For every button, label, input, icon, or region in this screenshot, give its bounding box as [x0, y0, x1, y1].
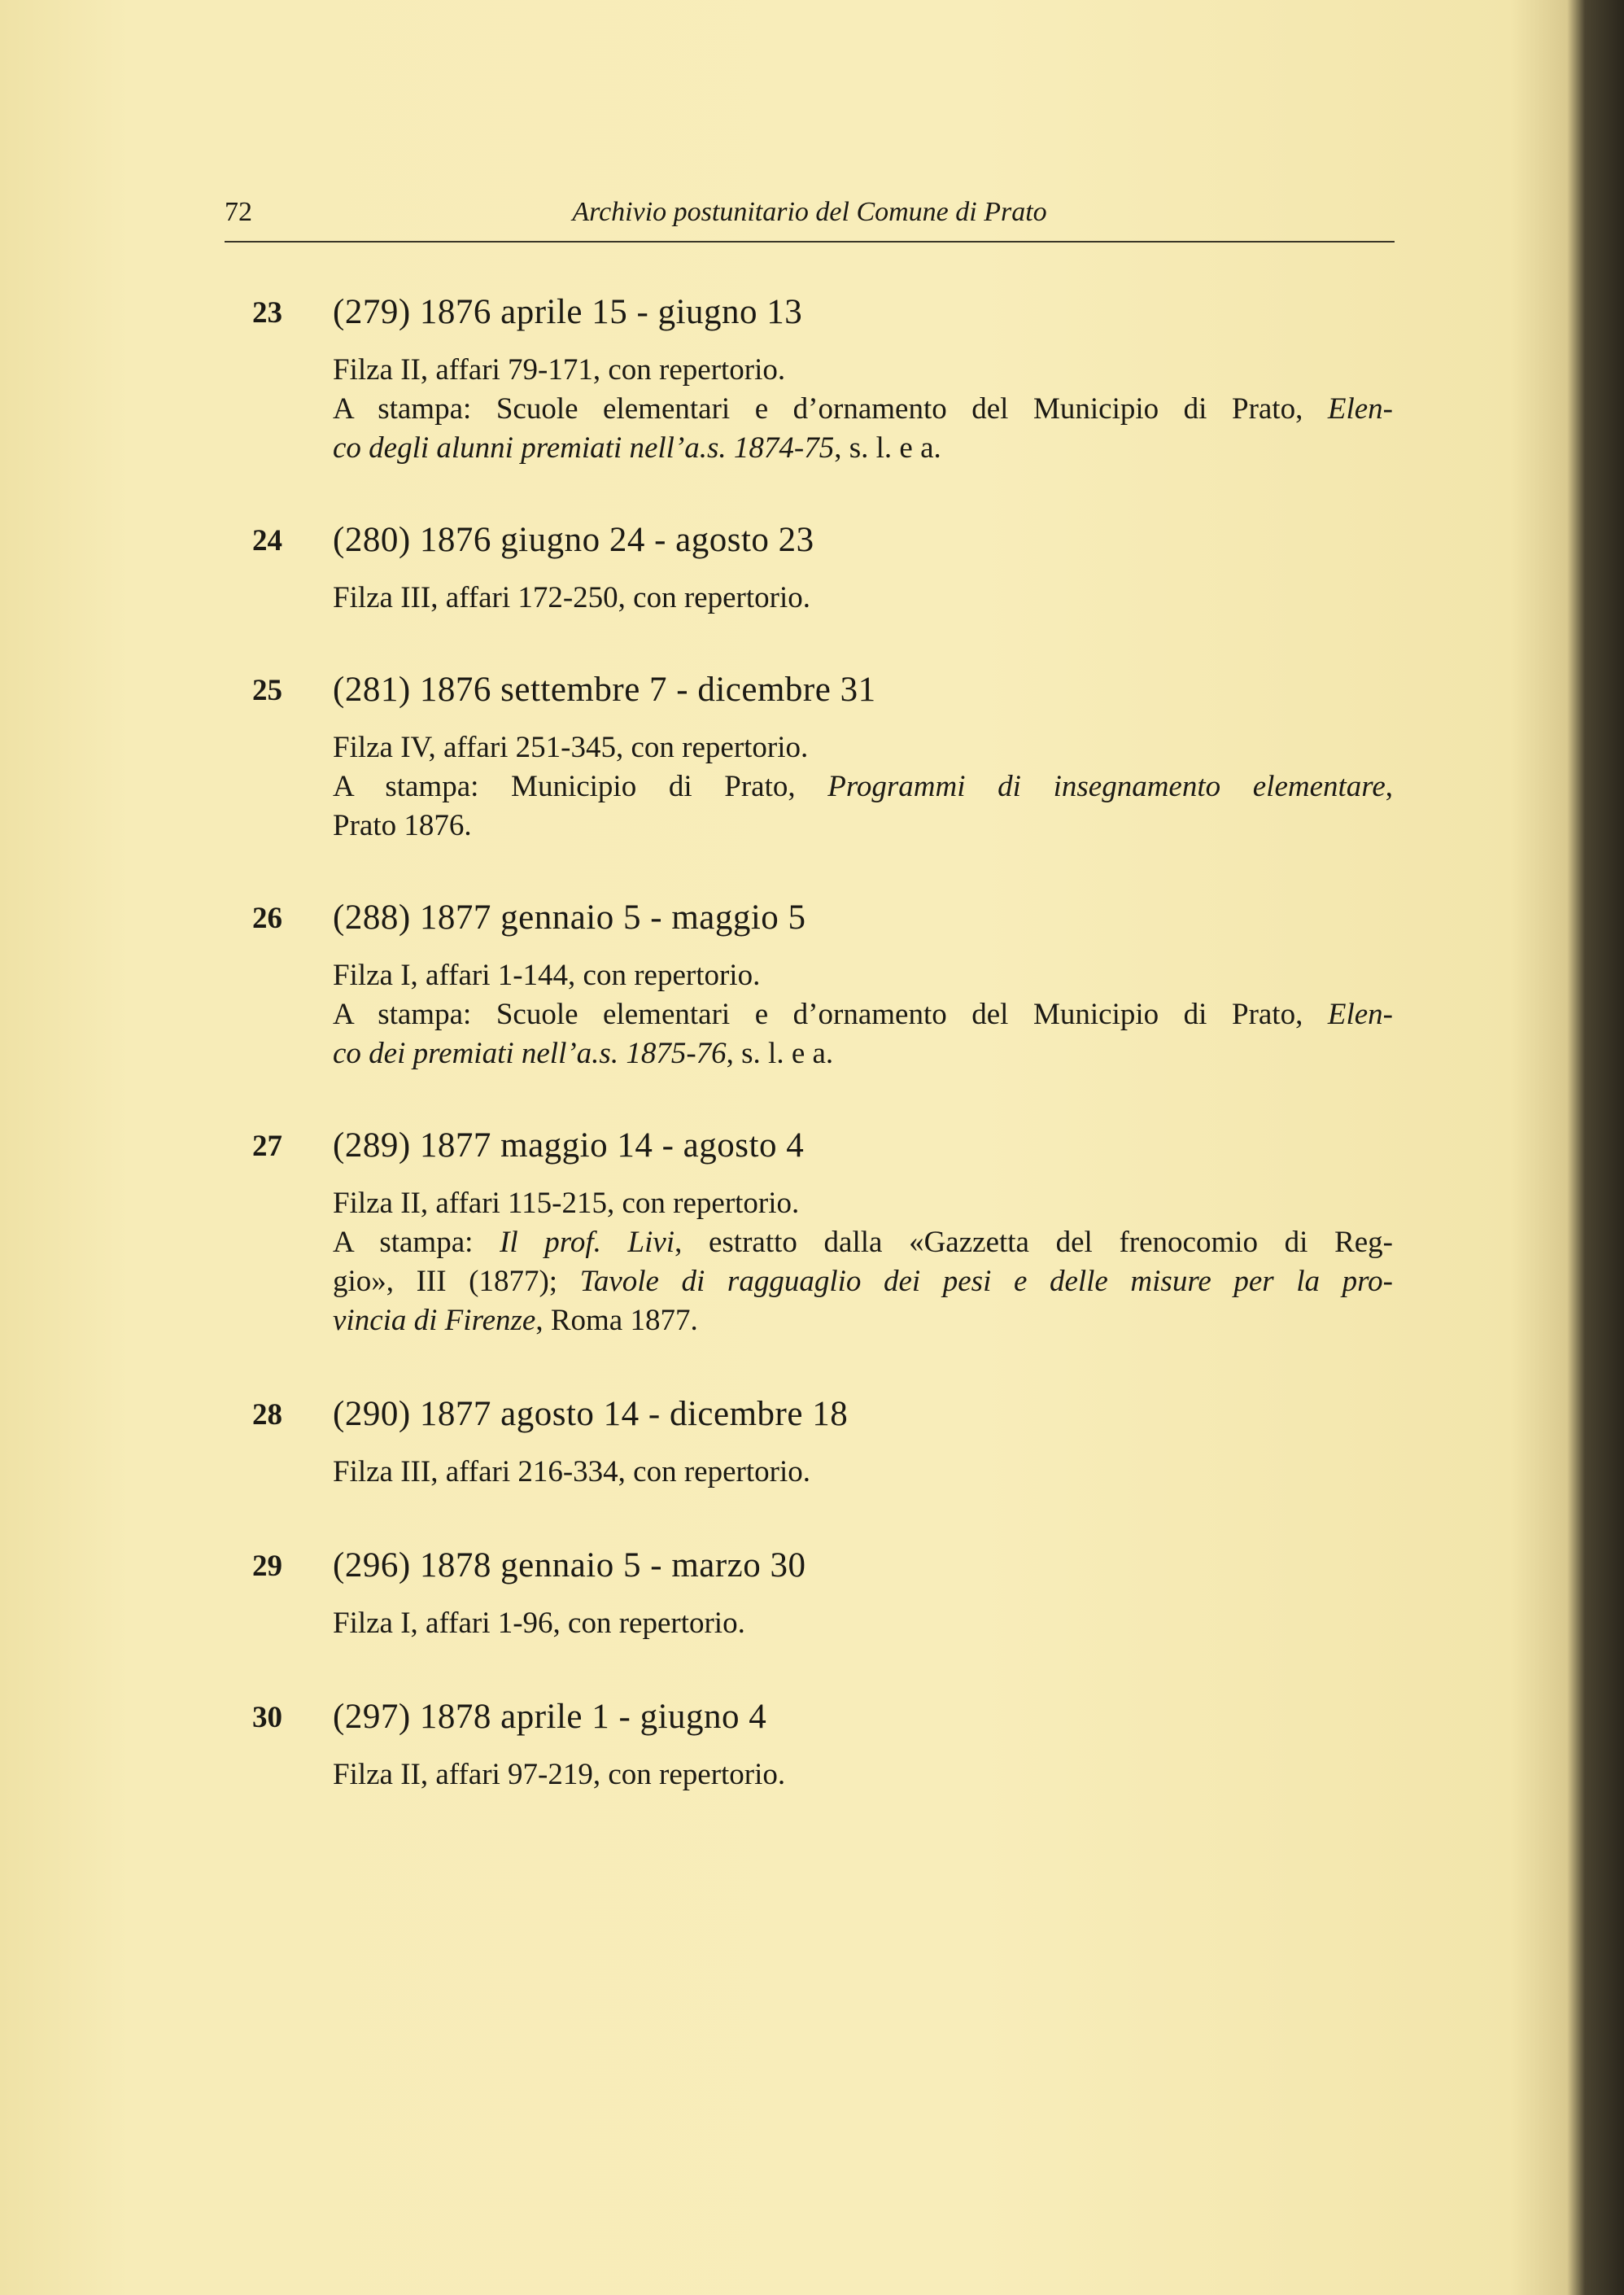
archive-entry [225, 1122, 1396, 1340]
description-line: Filza III, affari 216-334, con repertorio. [333, 1455, 810, 1488]
entry-number: 29 [252, 1550, 282, 1583]
entry-description [333, 728, 1393, 846]
archive-entry [225, 517, 1396, 618]
description-line: A stampa: Scuole elementari e d’ornamento del Municipio di Prato, Elen- [333, 392, 1393, 426]
description-line: A stampa: Municipio di Prato, Programmi di insegnamento elementare, [333, 770, 1394, 803]
entry-number: 25 [252, 674, 282, 707]
entry-number: 30 [252, 1701, 282, 1734]
description-line: Filza II, affari 115-215, con repertorio. [333, 1187, 800, 1220]
page-number: 72 [225, 197, 252, 227]
description-line: Filza III, affari 172-250, con repertorio. [333, 581, 810, 614]
entry-description [333, 1453, 1393, 1492]
entry-description [333, 351, 1393, 468]
description-line: Filza I, affari 1-96, con repertorio. [333, 1606, 745, 1640]
entry-number: 27 [252, 1130, 282, 1163]
entry-heading: (290) 1877 agosto 14 - dicembre 18 [333, 1395, 849, 1433]
archive-entry [225, 894, 1396, 1073]
entry-number: 23 [252, 296, 282, 330]
entry-heading: (296) 1878 gennaio 5 - marzo 30 [333, 1546, 806, 1585]
description-line: Filza I, affari 1-144, con repertorio. [333, 959, 761, 992]
entry-description [333, 1604, 1393, 1643]
description-line: A stampa: Scuole elementari e d’ornamento del Municipio di Prato, Elen- [333, 998, 1393, 1031]
archive-entry [225, 289, 1396, 468]
entry-description [333, 1184, 1393, 1340]
archive-entry [225, 1694, 1396, 1794]
entry-number: 28 [252, 1398, 282, 1432]
description-line: Filza IV, affari 251-345, con repertorio. [333, 731, 809, 764]
entry-heading: (288) 1877 gennaio 5 - maggio 5 [333, 898, 806, 937]
entry-heading: (279) 1876 aprile 15 - giugno 13 [333, 293, 803, 331]
entry-heading: (289) 1877 maggio 14 - agosto 4 [333, 1126, 805, 1165]
description-line: gio», III (1877); Tavole di ragguaglio dei pesi e delle misure per la pro- [333, 1265, 1393, 1298]
entry-description [333, 1755, 1393, 1794]
entry-heading: (280) 1876 giugno 24 - agosto 23 [333, 521, 814, 559]
entry-number: 24 [252, 524, 282, 557]
running-title: Archivio postunitario del Comune di Prato [572, 197, 1047, 227]
entry-description [333, 956, 1393, 1073]
description-line: co dei premiati nell’a.s. 1875-76, s. l. e a. [333, 1037, 834, 1070]
description-line: Filza II, affari 97-219, con repertorio. [333, 1758, 786, 1791]
archive-entry [225, 1391, 1396, 1492]
description-line: Prato 1876. [333, 809, 472, 842]
description-line: vincia di Firenze, Roma 1877. [333, 1304, 698, 1337]
archive-entry [225, 667, 1396, 846]
entry-number: 26 [252, 902, 282, 935]
description-line: Filza II, affari 79-171, con repertorio. [333, 353, 786, 387]
description-line: co degli alunni premiati nell’a.s. 1874-75, s. l. e a. [333, 431, 941, 465]
entry-heading: (297) 1878 aprile 1 - giugno 4 [333, 1698, 767, 1736]
entry-list [225, 289, 1396, 1794]
page-header [225, 194, 1395, 243]
entry-description [333, 579, 1393, 618]
archive-entry [225, 1542, 1396, 1643]
entry-heading: (281) 1876 settembre 7 - dicembre 31 [333, 671, 876, 709]
description-line: A stampa: Il prof. Livi, estratto dalla «Gazzetta del frenocomio di Reg- [333, 1226, 1394, 1259]
